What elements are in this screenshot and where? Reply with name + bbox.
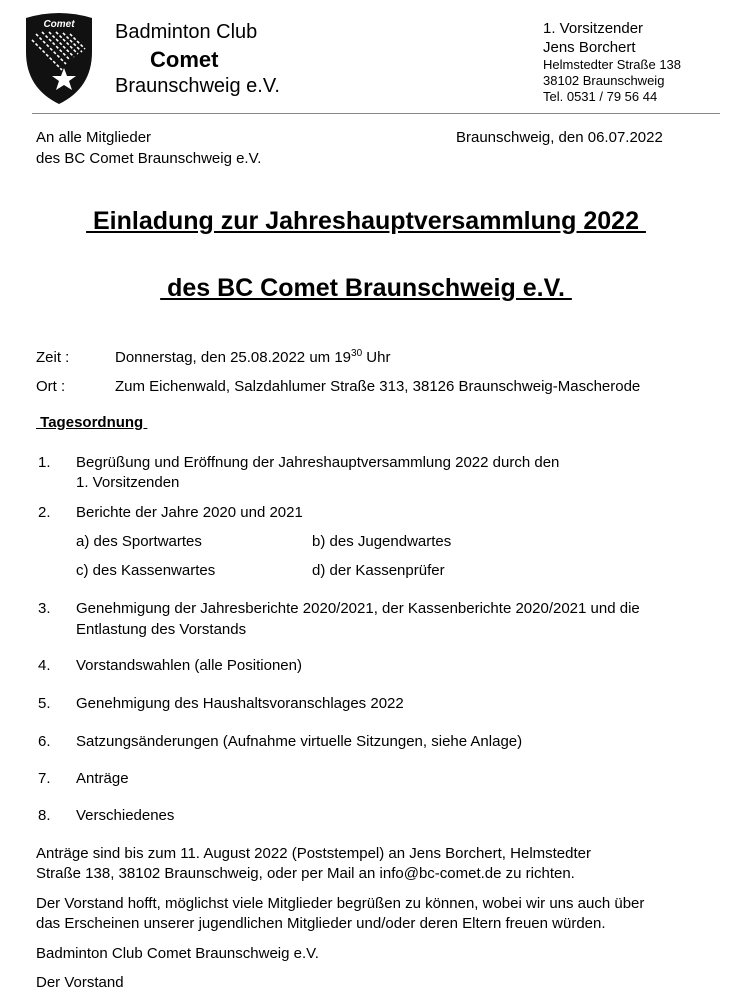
place-label: Ort :: [36, 378, 66, 395]
logo-text: Comet: [43, 19, 75, 30]
closing-p2-line1: Der Vorstand hofft, möglichst viele Mitglieder begrüßen zu können, wobei wir uns auch über: [36, 895, 645, 912]
report-kassenwart: c) des Kassenwartes: [76, 562, 216, 579]
page-title: Einladung zur Jahreshauptversammlung 2022: [86, 207, 646, 235]
sender-city: 38102 Braunschweig: [543, 73, 665, 88]
report-kassenpruefer: d) der Kassenprüfer: [312, 562, 445, 579]
agenda-item-1-text: Begrüßung und Eröffnung der Jahreshauptversammlung 2022 durch den: [76, 454, 560, 471]
agenda-item-5-num: 5.: [38, 695, 51, 712]
report-jugendwart: b) des Jugendwartes: [312, 533, 452, 550]
agenda-item-4-num: 4.: [38, 657, 51, 674]
closing-p2-line2: das Erscheinen unserer jugendlichen Mitglieder und/oder deren Eltern freuen würden.: [36, 915, 606, 932]
sender-name: Jens Borchert: [543, 39, 636, 56]
agenda-item-8-num: 8.: [38, 807, 51, 824]
date-line: Braunschweig, den 06.07.2022: [456, 129, 663, 146]
agenda-item-3-text-cont: Entlastung des Vorstands: [76, 621, 247, 638]
agenda-item-1-num: 1.: [38, 454, 51, 471]
header-divider: [32, 113, 720, 114]
club-logo: [22, 12, 96, 106]
club-name-line2: Comet: [150, 47, 219, 72]
page-subtitle: des BC Comet Braunschweig e.V.: [160, 274, 572, 302]
report-sportwart: a) des Sportwartes: [76, 533, 202, 550]
time-label: Zeit :: [36, 349, 70, 366]
agenda-item-7-text: Anträge: [76, 770, 129, 787]
recipient-line1: An alle Mitglieder: [36, 129, 152, 146]
place-value: Zum Eichenwald, Salzdahlumer Straße 313, 38126 Braunschweig-Mascherode: [115, 378, 641, 395]
sender-phone: Tel. 0531 / 79 56 44: [543, 89, 658, 104]
agenda-item-5-text: Genehmigung des Haushaltsvoranschlages 2022: [76, 695, 404, 712]
recipient-line2: des BC Comet Braunschweig e.V.: [36, 150, 262, 167]
sender-role: 1. Vorsitzender: [543, 20, 644, 37]
agenda-item-3-num: 3.: [38, 600, 51, 617]
agenda-item-3-text: Genehmigung der Jahresberichte 2020/2021, der Kassenberichte 2020/2021 und die: [76, 600, 640, 617]
agenda-item-8-text: Verschiedenes: [76, 807, 175, 824]
agenda-item-2-num: 2.: [38, 504, 51, 521]
agenda-item-7-num: 7.: [38, 770, 51, 787]
time-superscript: 30: [351, 348, 363, 359]
sender-street: Helmstedter Straße 138: [543, 57, 682, 72]
agenda-item-1-text-cont: 1. Vorsitzenden: [76, 474, 180, 491]
agenda-heading: Tagesordnung: [36, 414, 148, 431]
closing-signature: Der Vorstand: [36, 974, 124, 991]
agenda-item-4-text: Vorstandswahlen (alle Positionen): [76, 657, 302, 674]
agenda-item-2-text: Berichte der Jahre 2020 und 2021: [76, 504, 303, 521]
club-name-line1: Badminton Club: [115, 21, 258, 43]
closing-club: Badminton Club Comet Braunschweig e.V.: [36, 945, 319, 962]
agenda-item-6-num: 6.: [38, 733, 51, 750]
time-value: Donnerstag, den 25.08.2022 um $19^{30}$ Uhr: [115, 348, 391, 366]
closing-p1-line1: Anträge sind bis zum 11. August 2022 (Poststempel) an Jens Borchert, Helmstedter: [36, 845, 591, 862]
club-name-line3: Braunschweig e.V.: [115, 75, 280, 97]
closing-p1-line2: Straße 138, 38102 Braunschweig, oder per Mail an info@bc-comet.de zu richten.: [36, 865, 575, 882]
agenda-item-6-text: Satzungsänderungen (Aufnahme virtuelle Sitzungen, siehe Anlage): [76, 733, 523, 750]
